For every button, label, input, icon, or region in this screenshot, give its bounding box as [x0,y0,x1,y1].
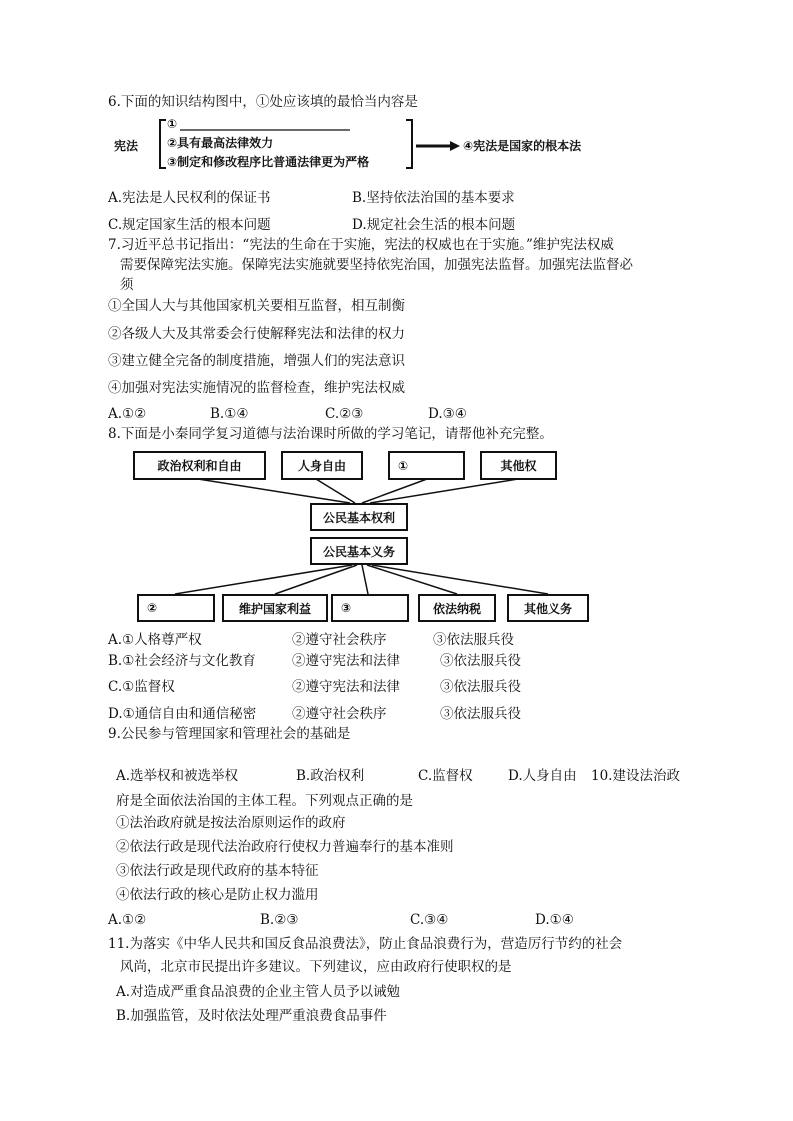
q8-option-c-3: ③依法服兵役 [440,679,521,695]
q7-stem-line2: 需要保障宪法实施。保障宪法实施就要坚持依宪治国，加强宪法监督。加强宪法监督必 [120,257,633,273]
q7-option-a: A.①② [108,406,147,422]
q8-center-box-duties [310,537,408,565]
q10-item-4: ④依法行政的核心是防止权力滥用 [116,887,319,903]
q6-left-label: 宪法 [114,139,139,153]
q11-option-b: B.加强监管，及时依法处理严重浪费食品事件 [116,1008,387,1024]
q10-stem-part1: 10.建设法治政 [591,768,680,784]
q6-right-label: ④宪法是国家的根本法 [463,139,582,153]
q7-item-4: ④加强对宪法实施情况的监督检查，维护宪法权威 [108,380,405,396]
q8-top-box-other-rights [480,451,557,480]
q8-option-c-2: ②遵守宪法和法律 [292,679,400,695]
q6-option-a: A.宪法是人民权利的保证书 [108,190,271,206]
q6-line2: ②具有最高法律效力 [167,136,274,150]
q8-top-box-label: ① [398,458,409,473]
q10-option-a: A.①② [108,912,147,928]
q7-item-1: ①全国人大与其他国家机关要相互监督，相互制衡 [108,298,405,314]
q8-option-a-2: ②遵守社会秩序 [292,632,387,648]
q7-stem-line3: 须 [120,277,134,293]
q6-option-d: D.规定社会生活的根本问题 [352,217,516,233]
q8-top-box-personal-freedom [281,451,363,480]
q10-item-3: ③依法行政是现代政府的基本特征 [116,863,319,879]
q8-center-box-label: 公民基本权利 [322,510,395,525]
q9-stem: 9.公民参与管理国家和管理社会的基础是 [108,726,351,742]
q8-option-a-1: A.①人格尊严权 [108,632,202,648]
q8-bottom-box-label: ② [147,601,158,615]
q7-option-b: B.①④ [210,406,249,422]
q8-center-box-label: 公民基本义务 [322,544,395,559]
q10-option-b: B.②③ [260,912,299,928]
q8-top-box-political-rights [133,451,266,480]
q8-option-b-1: B.①社会经济与文化教育 [108,653,256,669]
q8-option-d-1: D.①通信自由和通信秘密 [108,706,257,722]
q10-item-2: ②依法行政是现代法治政府行使权力普遍奉行的基本准则 [116,839,454,855]
q10-stem-line2: 府是全面依法治国的主体工程。下列观点正确的是 [116,793,413,809]
q8-bottom-box-label: 维护国家利益 [238,601,311,616]
q11-stem-line1: 11.为落实《中华人民共和国反食品浪费法》，防止食品浪费行为，营造厉行节约的社会 [108,936,623,952]
q8-option-a-3: ③依法服兵役 [433,632,514,648]
q8-option-b-3: ③依法服兵役 [440,653,521,669]
q8-option-d-2: ②遵守社会秩序 [292,706,387,722]
q11-option-a: A.对造成严重食品浪费的企业主管人员予以诫勉 [116,984,401,1000]
q8-bottom-box-label: 其他义务 [523,601,572,616]
q8-center-box-rights [310,503,408,531]
q7-stem-line1: 7.习近平总书记指出：“宪法的生命在于实施，宪法的权威也在于实施。”维护宪法权威 [108,237,614,253]
q8-top-box-label: 人身自由 [297,459,346,473]
q8-option-b-2: ②遵守宪法和法律 [292,653,400,669]
q8-bottom-box-taxes [418,594,496,622]
q6-line3: ③制定和修改程序比普通法律更为严格 [167,155,370,169]
q7-option-d: D.③④ [428,406,467,422]
q9-option-d: D.人身自由 [508,768,577,784]
q10-option-d: D.①④ [535,912,574,928]
q8-top-box-label: 其他权 [500,459,537,473]
q8-bottom-box-blank-3 [331,594,409,622]
q8-bottom-box-national-interest [222,594,328,622]
q8-bottom-box-other-duties [507,594,589,622]
q10-option-c: C.③④ [410,912,449,928]
q6-stem: 6.下面的知识结构图中，①处应该填的最恰当内容是 [108,94,418,110]
q10-item-1: ①法治政府就是按法治原则运作的政府 [116,815,346,831]
q7-item-3: ③建立健全完备的制度措施，增强人们的宪法意识 [108,353,405,369]
q8-option-c-1: C.①监督权 [108,679,175,695]
q9-option-a: A.选举权和被选举权 [116,768,239,784]
q6-line1: ① [167,117,178,131]
q8-top-box-blank-1 [388,451,465,480]
q6-option-b: B.坚持依法治国的基本要求 [352,190,515,206]
q9-option-b: B.政治权利 [296,768,365,784]
q7-option-c: C.②③ [325,406,364,422]
q8-stem: 8.下面是小秦同学复习道德与法治课时所做的学习笔记，请帮他补充完整。 [108,426,553,442]
q9-option-c: C.监督权 [418,768,473,784]
q6-option-c: C.规定国家生活的根本问题 [108,217,271,233]
q8-bottom-box-blank-2 [137,594,215,622]
q7-item-2: ②各级人大及其常委会行使解释宪法和法律的权力 [108,326,405,342]
q8-top-box-label: 政治权利和自由 [157,459,242,473]
q8-bottom-box-label: 依法纳税 [432,601,481,616]
q8-bottom-box-label: ③ [341,601,352,615]
q11-stem-line2: 风尚，北京市民提出许多建议。下列建议，应由政府行使职权的是 [120,959,512,975]
q8-option-d-3: ③依法服兵役 [440,706,521,722]
